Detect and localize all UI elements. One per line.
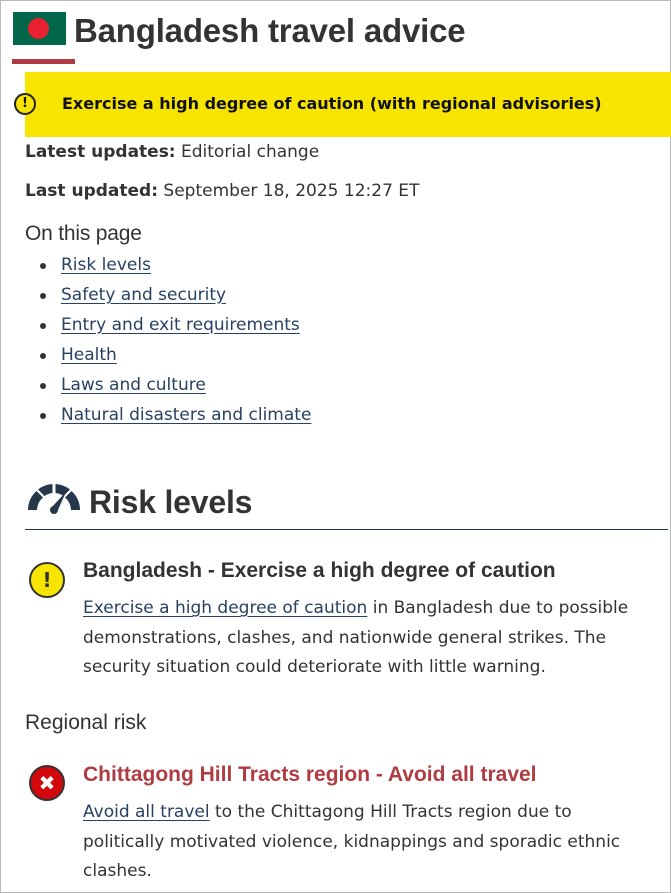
list-item bbox=[40, 343, 311, 373]
last-updated-label: Last updated: bbox=[25, 181, 159, 201]
regional-risk-text: to the Chittagong Hill Tracts region due to politically motivated violence, kidnappings and sporadic ethnic clashes. bbox=[83, 802, 621, 881]
list-item bbox=[40, 253, 311, 283]
last-updated-value: September 18, 2025 12:27 ET bbox=[163, 181, 420, 201]
toc-link-health[interactable]: Health bbox=[61, 345, 117, 365]
toc-link-risk-levels[interactable]: Risk levels bbox=[61, 255, 151, 275]
country-risk-description bbox=[83, 594, 658, 683]
advisory-level-text: Exercise a high degree of caution (with regional advisories) bbox=[62, 94, 602, 113]
list-item bbox=[40, 313, 311, 343]
regional-risk-title: Chittagong Hill Tracts region - Avoid all travel bbox=[83, 763, 537, 786]
page-title: Bangladesh travel advice bbox=[74, 12, 466, 49]
list-item bbox=[40, 403, 311, 433]
list-item bbox=[40, 373, 311, 403]
on-this-page-list bbox=[40, 253, 311, 433]
toc-link-natural-disasters[interactable]: Natural disasters and climate bbox=[61, 405, 312, 425]
risk-levels-heading: Risk levels bbox=[89, 484, 253, 520]
country-risk-text: in Bangladesh due to possible demonstrations, clashes, and nationwide general strikes. The security situation could deteriorate with little warning. bbox=[83, 598, 629, 677]
toc-link-laws-and-culture[interactable]: Laws and culture bbox=[61, 375, 206, 395]
latest-updates-value: Editorial change bbox=[181, 142, 320, 162]
latest-updates bbox=[25, 140, 319, 164]
title-underline bbox=[12, 59, 75, 64]
close-icon: ✖ bbox=[29, 765, 65, 801]
regional-risk-description bbox=[83, 798, 658, 887]
avoid-all-travel-link[interactable]: Avoid all travel bbox=[83, 802, 210, 822]
risk-levels-divider bbox=[25, 529, 668, 530]
bangladesh-flag-icon bbox=[13, 12, 66, 45]
last-updated bbox=[25, 179, 419, 203]
country-risk-title: Bangladesh - Exercise a high degree of caution bbox=[83, 559, 556, 582]
latest-updates-label: Latest updates: bbox=[25, 142, 176, 162]
list-item bbox=[40, 283, 311, 313]
gauge-icon bbox=[26, 482, 82, 514]
regional-risk-heading: Regional risk bbox=[25, 711, 147, 734]
on-this-page-heading: On this page bbox=[25, 222, 142, 245]
toc-link-entry-and-exit[interactable]: Entry and exit requirements bbox=[61, 315, 300, 335]
toc-link-safety-and-security[interactable]: Safety and security bbox=[61, 285, 227, 305]
exclamation-icon: ! bbox=[14, 93, 36, 115]
caution-level-link[interactable]: Exercise a high degree of caution bbox=[83, 598, 368, 618]
exclamation-icon: ! bbox=[29, 562, 65, 598]
